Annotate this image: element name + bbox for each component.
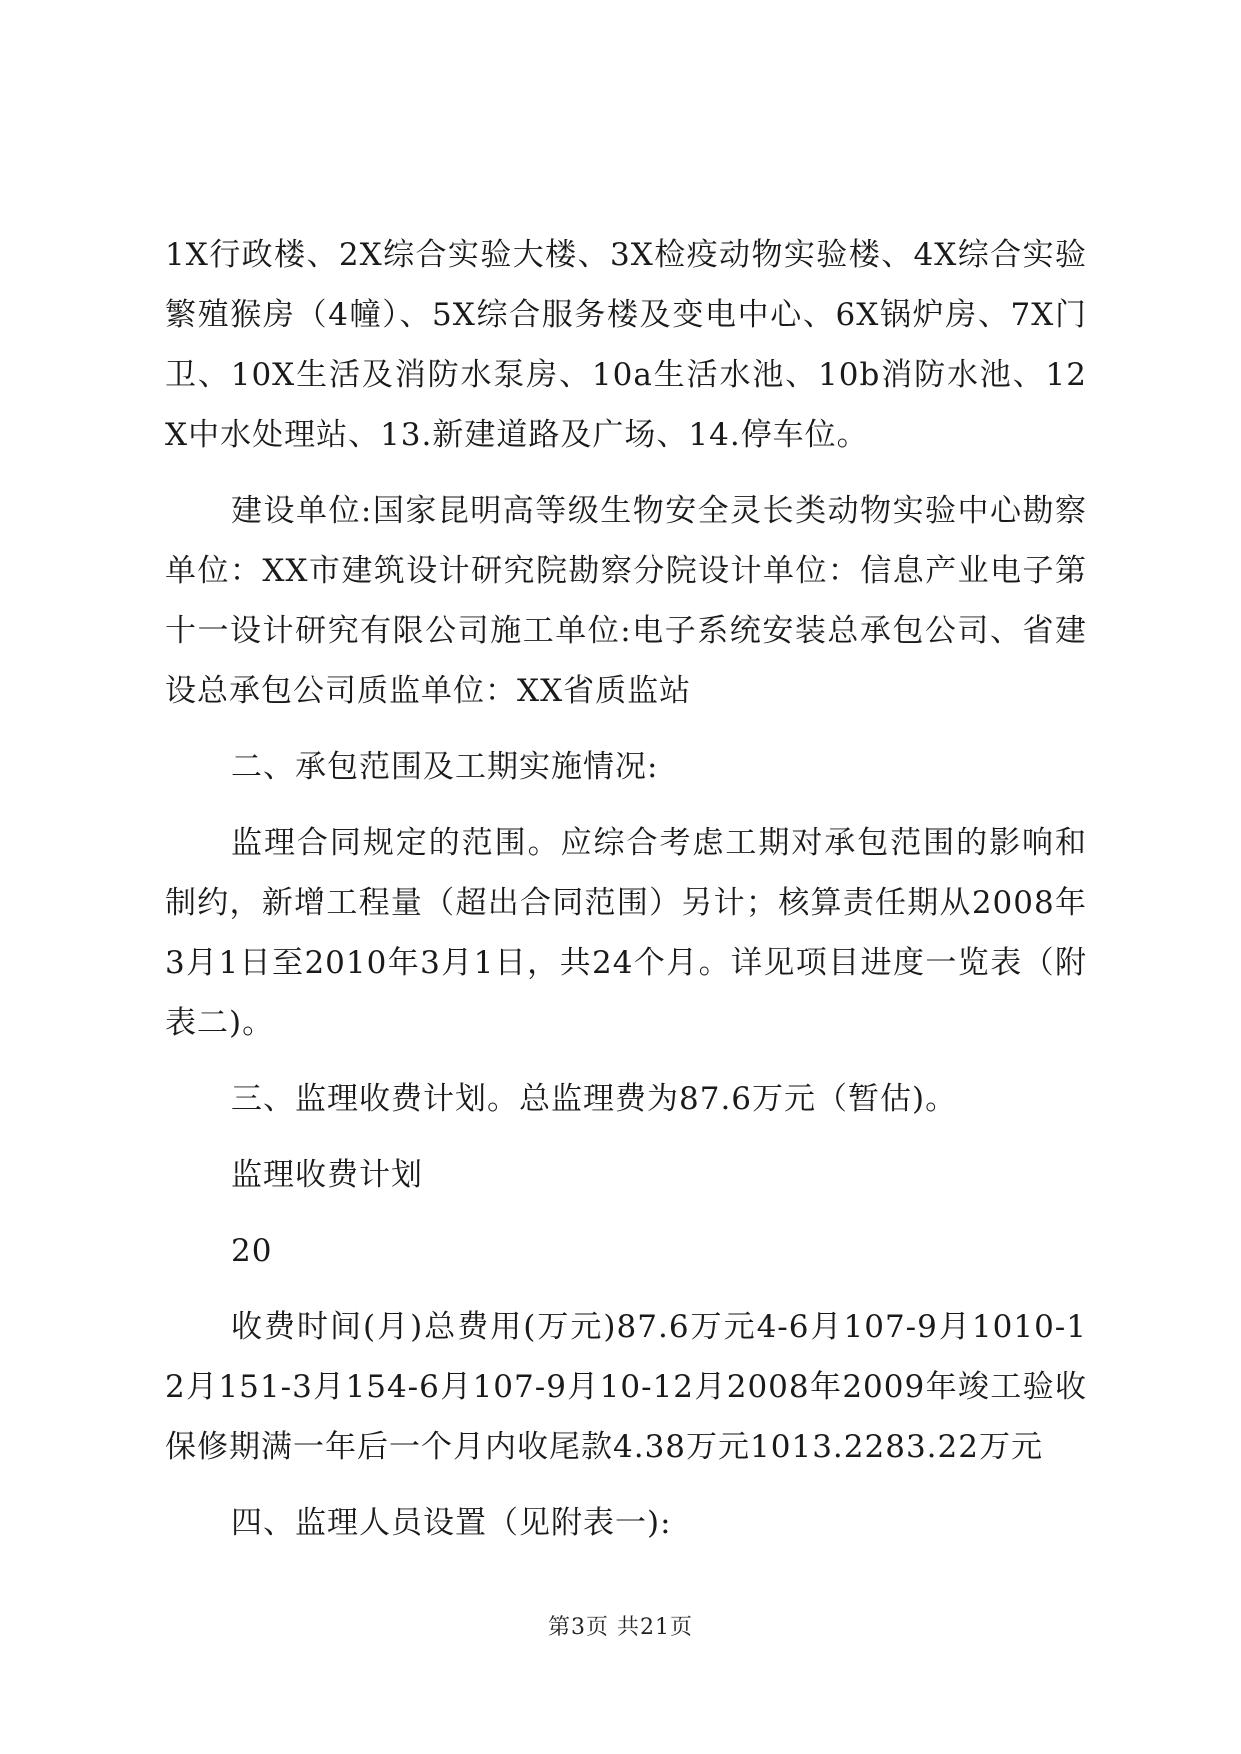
heading-fee-plan: 三、监理收费计划。总监理费为87.6万元（暂估)。: [231, 1081, 958, 1117]
paragraph-building-list: 1X行政楼、2X综合实验大楼、3X检疫动物实验楼、4X综合实验繁殖猴房（4幢）、5X综合服务楼及变电中心、6X锅炉房、7X门卫、10X生活及消防水泵房、10a生活水池、10b消防水池、12X中水处理站、13.新建道路及广场、14.停车位。: [165, 237, 1087, 453]
subheading-fee-plan: 监理收费计划: [231, 1157, 423, 1193]
paragraph-participating-units: 建设单位:国家昆明高等级生物安全灵长类动物实验中心勘察单位：XX市建筑设计研究院勘察分院设计单位：信息产业电子第十一设计研究有限公司施工单位:电子系统安装总承包公司、省建设总承包公司质监单位：XX省质监站: [165, 493, 1087, 709]
fee-plan-number: 20: [231, 1233, 273, 1269]
paragraph-fee-schedule: 收费时间(月)总费用(万元)87.6万元4-6月107-9月1010-12月151-3月154-6月107-9月10-12月2008年2009年竣工验收保修期满一年后一个月内收尾款4.38万元1013.2283.22万元: [165, 1309, 1087, 1465]
heading-scope-and-schedule: 二、承包范围及工期实施情况:: [231, 749, 659, 785]
heading-staffing: 四、监理人员设置（见附表一):: [231, 1505, 672, 1541]
page-footer: [0, 1610, 1241, 1641]
paragraph-scope-details: 监理合同规定的范围。应综合考虑工期对承包范围的影响和制约，新增工程量（超出合同范围）另计；核算责任期从2008年3月1日至2010年3月1日，共24个月。详见项目进度一览表（附表二)。: [165, 825, 1087, 1041]
page-number-label: 第3页 共21页: [548, 1615, 693, 1640]
document-body: [165, 225, 1087, 1553]
